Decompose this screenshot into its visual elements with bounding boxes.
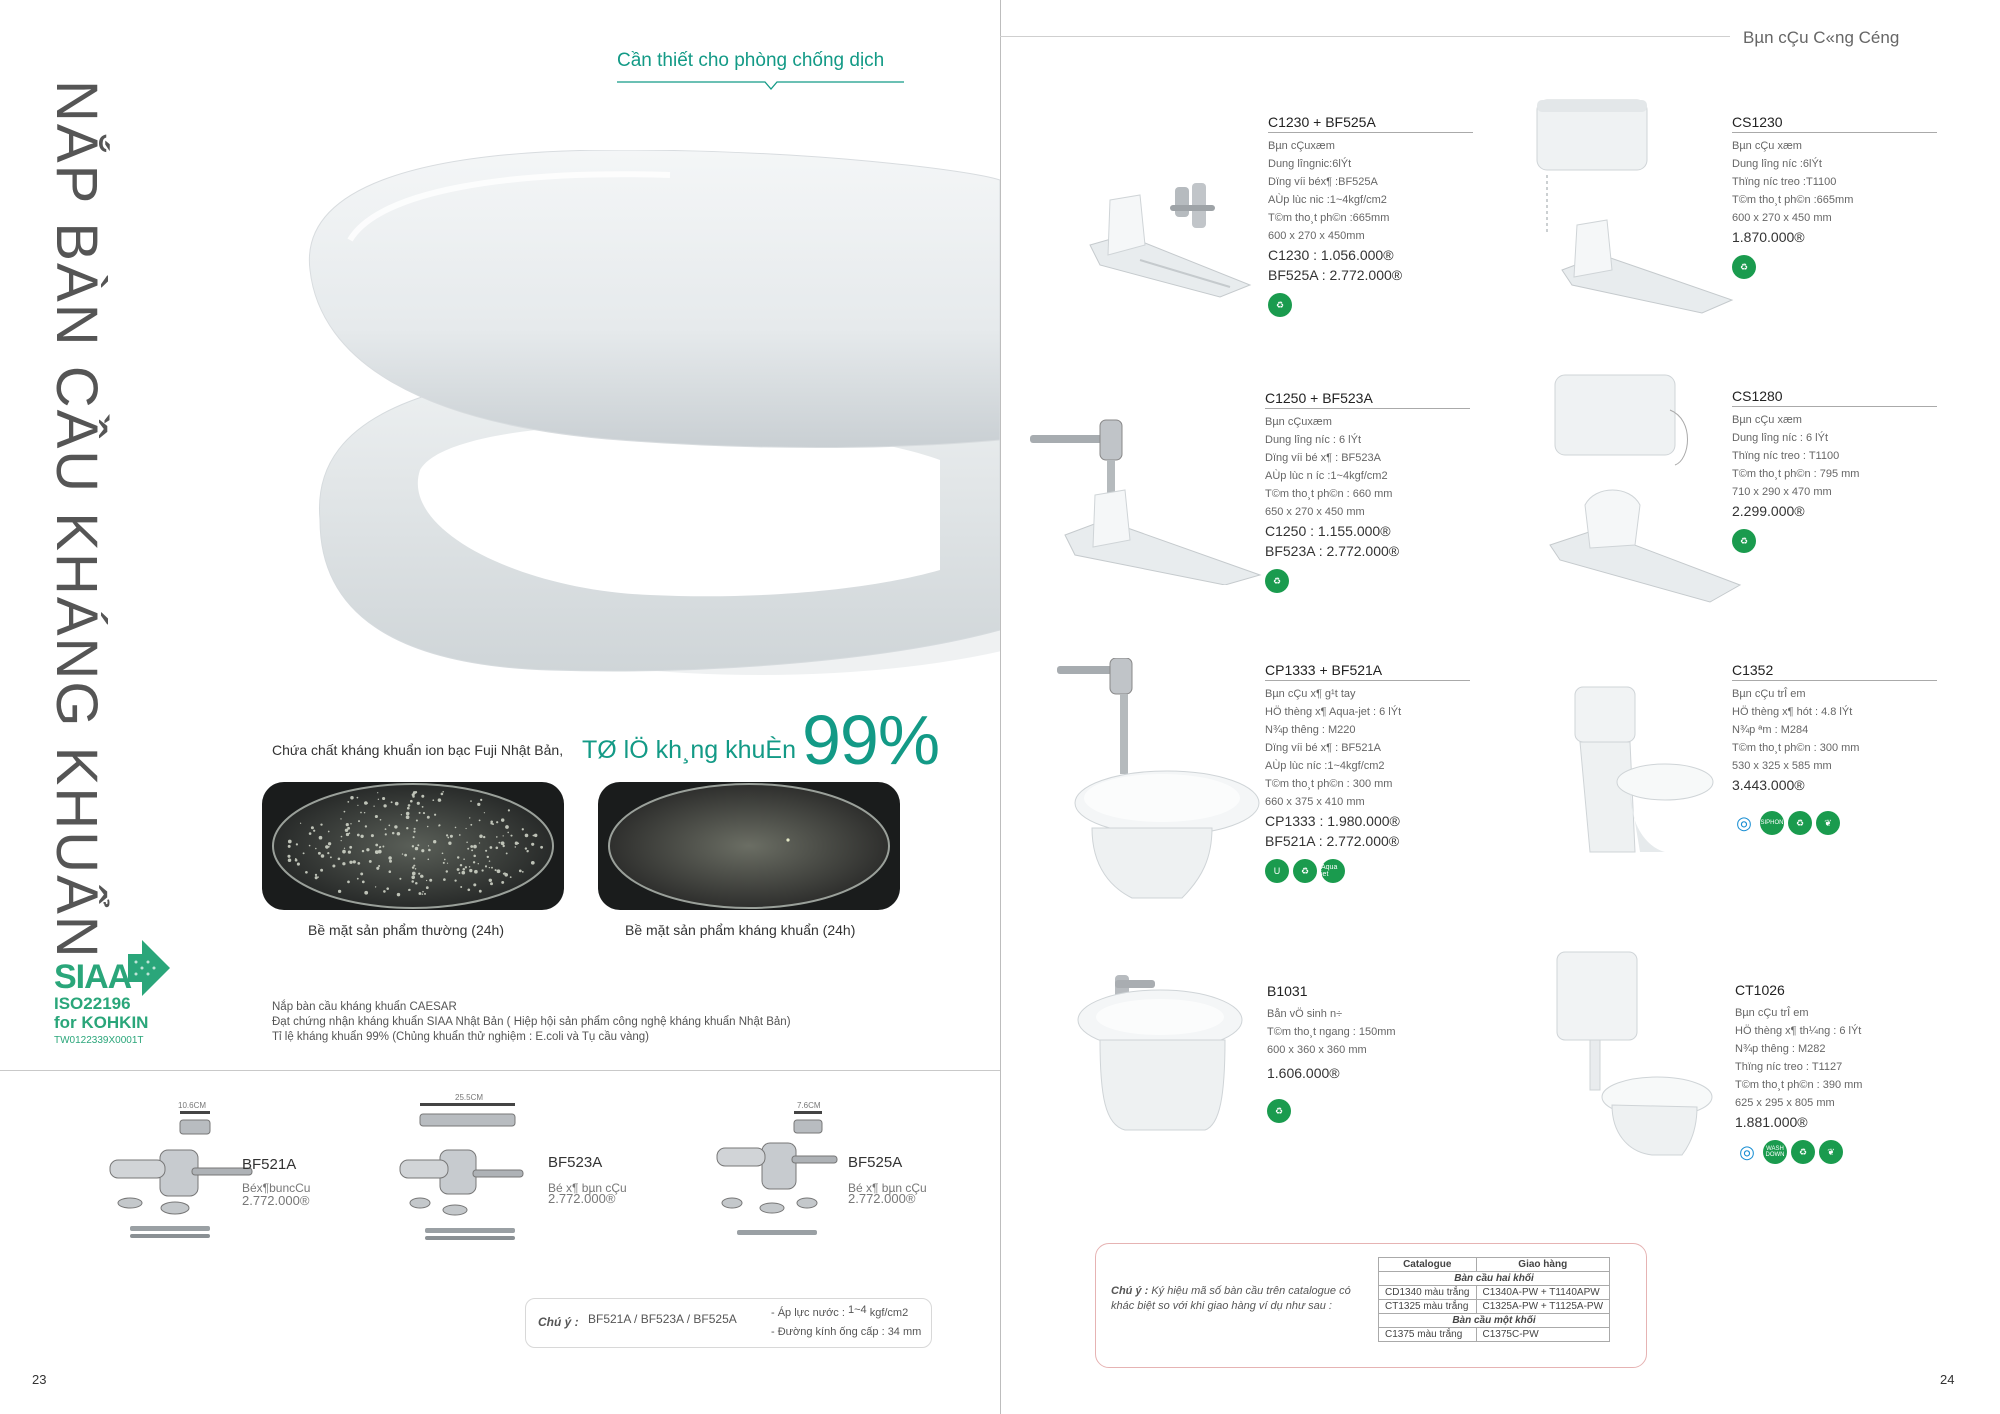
note-label: Chú ý : — [538, 1315, 579, 1329]
eco-icon: ♻ — [1791, 1140, 1815, 1164]
spec-line: Thïng níc treo : T1100 — [1732, 450, 1840, 462]
product-code: C1250 + BF523A — [1265, 390, 1470, 409]
cert-line: Tỉ lệ kháng khuẩn 99% (Chủng khuẩn thử nghiệm : E.coli và Tụ cầu vàng) — [272, 1031, 649, 1043]
table-cell: C1375 màu trắng — [1379, 1328, 1477, 1342]
spec-line: AÙp lùc níc :1~4kgf/cm2 — [1265, 760, 1385, 772]
note-pressure-value: 1~4 — [847, 1304, 867, 1316]
valve-price: 2.772.000® — [848, 1191, 916, 1206]
spec-line: T©m tho¸t ph©n : 300 mm — [1732, 742, 1860, 754]
valve-note-box — [525, 1298, 932, 1348]
spec-line: Thïng níc treo :T1100 — [1732, 176, 1837, 188]
product-c1230 — [1268, 114, 1473, 317]
spec-line: T©m tho¸t ph©n :665mm — [1268, 212, 1390, 224]
toilet-ct1026-image — [1552, 947, 1717, 1157]
valve-desc: Béx¶buncCu — [242, 1181, 311, 1195]
product-code: CS1280 — [1732, 388, 1937, 407]
valve-code: BF521A — [242, 1156, 297, 1173]
vertical-title-text: NẮP BÀN CẦU KHÁNG KHUẨN — [44, 80, 109, 960]
squat-toilet-c1250-image — [1025, 415, 1265, 585]
siaa-for: for KOHKIN — [54, 1013, 149, 1032]
table-row — [1379, 1286, 1610, 1300]
catalogue-table — [1378, 1257, 1610, 1342]
spec-line: HÖ thèng x¶ hót : 4.8 lÝt — [1732, 706, 1853, 718]
spec-line: 530 x 325 x 585 mm — [1732, 760, 1832, 772]
spec-line: HÖ thèng x¶ th¼ng : 6 lÝt — [1735, 1025, 1862, 1037]
table-row — [1379, 1300, 1610, 1314]
price-line: 1.870.000® — [1732, 229, 1805, 245]
price-line: BF523A : 2.772.000® — [1265, 543, 1400, 559]
spec-line: Bµn cÇuxæm — [1265, 416, 1332, 428]
eco-icon: ♻ — [1788, 811, 1812, 835]
siaa-iso: ISO22196 — [54, 994, 131, 1013]
spec-line: T©m tho¸t ph©n : 795 mm — [1732, 468, 1860, 480]
product-b1031 — [1267, 983, 1472, 1123]
note-pressure-unit: kgf/cm2 — [869, 1307, 909, 1319]
toilet-cp1333-image — [1052, 658, 1272, 913]
spec-line: Bµn cÇuxæm — [1268, 140, 1335, 152]
spec-line: Bµn cÇu xæm — [1732, 140, 1802, 152]
price-line: C1250 : 1.155.000® — [1265, 523, 1391, 539]
eco-icon: ♻ — [1732, 255, 1756, 279]
spec-line: 600 x 270 x 450 mm — [1732, 212, 1832, 224]
spec-line: Bµn cÇu xæm — [1732, 414, 1802, 426]
valve-dimension: 10.6CM — [178, 1101, 207, 1110]
note-models: BF521A / BF523A / BF525A — [588, 1312, 737, 1326]
spec-line: 710 x 290 x 470 mm — [1732, 486, 1832, 498]
spec-line: AÙp lùc nic :1~4kgf/cm2 — [1268, 194, 1387, 206]
price-line: BF525A : 2.772.000® — [1268, 267, 1403, 283]
silver-ion-text: Chứa chất kháng khuẩn ion bạc Fuji Nhật Bản, — [272, 742, 564, 758]
spec-line: 600 x 270 x 450mm — [1268, 230, 1365, 242]
page-number: 23 — [32, 1372, 47, 1387]
valve-desc: Bé x¶ bµn cÇu — [848, 1181, 927, 1195]
washer-icon: ◎ — [1739, 1141, 1755, 1162]
spec-line: T©m tho¸t ph©n :665mm — [1732, 194, 1854, 206]
certification-text — [272, 1000, 791, 1045]
spec-line: Bµn cÇu trÎ em — [1732, 688, 1806, 700]
note-pressure — [771, 1304, 909, 1319]
spec-line: Dung lîng níc :6lÝt — [1732, 158, 1822, 170]
spec-line: 600 x 360 x 360 mm — [1267, 1044, 1367, 1056]
spec-line: Bµn cÇu trÎ em — [1735, 1007, 1809, 1019]
table-row — [1379, 1328, 1610, 1342]
table-cell: C1340A-PW + T1140APW — [1476, 1286, 1610, 1300]
spec-line: T©m tho¸t ph©n : 300 mm — [1265, 778, 1393, 790]
note-label: Chú ý : — [1111, 1285, 1149, 1297]
product-code: B1031 — [1267, 983, 1308, 999]
header-line — [1000, 36, 1730, 37]
product-ct1026 — [1735, 982, 1940, 1164]
eco-icon: ♻ — [1293, 859, 1317, 883]
spec-line: N¾p thêng : M282 — [1735, 1043, 1826, 1055]
u-trap-icon: U — [1265, 859, 1289, 883]
petri-dish-antibacterial — [598, 782, 900, 910]
wash-down-icon: WASH DOWN — [1763, 1140, 1787, 1164]
valve-code: BF523A — [548, 1154, 603, 1171]
cert-line: Nắp bàn cầu kháng khuẩn CAESAR — [272, 1001, 457, 1013]
washer-icon: ◎ — [1736, 812, 1752, 833]
product-cp1333 — [1265, 662, 1470, 883]
squat-toilet-cs1280-image — [1540, 370, 1750, 605]
siaa-text: SIAA — [54, 958, 132, 996]
catalogue-note-text — [1111, 1284, 1356, 1314]
price-line: 3.443.000® — [1732, 777, 1805, 793]
spec-line: T©m tho¸t ph©n : 390 mm — [1735, 1079, 1863, 1091]
product-cs1230 — [1732, 114, 1937, 279]
product-c1250 — [1265, 390, 1470, 593]
valve-dimension: 25.5CM — [455, 1093, 484, 1102]
spec-line: 650 x 270 x 450 mm — [1265, 506, 1365, 518]
product-code: C1230 + BF525A — [1268, 114, 1473, 133]
petri-dish-normal — [262, 782, 564, 910]
spec-line: T©m tho¸t ph©n : 660 mm — [1265, 488, 1393, 500]
eco-icon: ♻ — [1268, 293, 1292, 317]
siaa-logo — [52, 940, 182, 1050]
table-cell: CD1340 màu trắng — [1379, 1286, 1477, 1300]
spec-line: Dïng víi béx¶ :BF525A — [1268, 176, 1378, 188]
product-code: CT1026 — [1735, 982, 1785, 998]
valve-bf523a-image — [395, 1100, 535, 1250]
spec-line: Dïng víi bé x¶ : BF523A — [1265, 452, 1381, 464]
spec-line: T©m tho¸t ngang : 150mm — [1267, 1026, 1396, 1038]
product-c1352 — [1732, 662, 1937, 835]
price-line: 1.881.000® — [1735, 1114, 1808, 1130]
spec-line: 625 x 295 x 805 mm — [1735, 1097, 1835, 1109]
spec-line: Dïng víi bé x¶ : BF521A — [1265, 742, 1381, 754]
spec-line: Dung lîng níc : 6 lÝt — [1265, 434, 1361, 446]
vertical-title — [44, 80, 122, 960]
bidet-b1031-image — [1075, 975, 1245, 1135]
cert-line: Đạt chứng nhận kháng khuẩn SIAA Nhật Bản ( Hiệp hội sản phẩm công nghệ kháng khuẩn Nhật Bản) — [272, 1016, 791, 1028]
pandemic-caption: Cần thiết cho phòng chống dịch — [617, 50, 885, 71]
table-group: Bàn cầu một khối — [1379, 1314, 1610, 1328]
spec-line: N¾p thêng : M220 — [1265, 724, 1356, 736]
eco-icon: ♻ — [1732, 529, 1756, 553]
valve-price: 2.772.000® — [242, 1193, 310, 1208]
note-pipe: - Đường kính ống cấp : 34 mm — [771, 1326, 922, 1338]
spec-line: Dung lîngnic:6lÝt — [1268, 158, 1352, 170]
table-cell: C1375C-PW — [1476, 1328, 1610, 1342]
table-group: Bàn cầu hai khối — [1379, 1272, 1610, 1286]
spec-line: HÖ thèng x¶ Aqua-jet : 6 lÝt — [1265, 706, 1402, 718]
spec-line: Bån vÖ sinh n÷ — [1267, 1008, 1343, 1020]
section-divider — [0, 1070, 1000, 1071]
caption-underline — [617, 80, 904, 90]
note-pressure-label: - Áp lực nước : — [771, 1307, 845, 1319]
table-cell: C1325A-PW + T1125A-PW — [1476, 1300, 1610, 1314]
price-line: C1230 : 1.056.000® — [1268, 247, 1394, 263]
squat-toilet-cs1230-image — [1532, 85, 1742, 315]
valve-bf525a-image — [712, 1108, 852, 1258]
valve-code: BF525A — [848, 1154, 903, 1171]
section-header: Bµn cÇu C«ng Céng — [1743, 28, 1900, 47]
squat-toilet-c1230-image — [1080, 175, 1255, 300]
product-cs1280 — [1732, 388, 1937, 553]
spec-line: Dung lîng níc : 6 lÝt — [1732, 432, 1828, 444]
spec-line: AÙp lùc n íc :1~4kgf/cm2 — [1265, 470, 1388, 482]
price-line: CP1333 : 1.980.000® — [1265, 813, 1400, 829]
price-line: 2.299.000® — [1732, 503, 1805, 519]
note-body: Ký hiệu mã số bàn cầu trên catalogue có khác biệt so với khi giao hàng ví dụ như sau : — [1111, 1285, 1351, 1312]
antibacterial-tagline: TØ lÖ kh¸ng khuÈn — [582, 736, 796, 764]
dish-caption-normal: Bề mặt sản phẩm thường (24h) — [308, 922, 504, 938]
siphon-icon: SIPHON — [1760, 811, 1784, 835]
valve-price: 2.772.000® — [548, 1191, 616, 1206]
toilet-seat-image — [290, 150, 1000, 680]
price-line: BF521A : 2.772.000® — [1265, 833, 1400, 849]
product-code: CS1230 — [1732, 114, 1937, 133]
valve-desc: Bé x¶ bµn cÇu — [548, 1181, 627, 1195]
siaa-code: TW0122339X0001T — [54, 1035, 144, 1046]
price-line: 1.606.000® — [1267, 1065, 1340, 1081]
table-cell: CT1325 màu trắng — [1379, 1300, 1477, 1314]
table-header: Catalogue — [1379, 1258, 1477, 1272]
aqua-jet-icon: Aqua jet — [1321, 859, 1345, 883]
valve-dimension: 7.6CM — [797, 1101, 821, 1110]
antibacterial-percent: 99% — [802, 701, 940, 779]
spec-line: N¾p ªm : M284 — [1732, 724, 1809, 736]
toilet-c1352-image — [1570, 682, 1715, 857]
product-code: C1352 — [1732, 662, 1937, 681]
leaf-icon: ❦ — [1819, 1140, 1843, 1164]
spec-line: 660 x 375 x 410 mm — [1265, 796, 1365, 808]
dish-caption-antibacterial: Bề mặt sản phẩm kháng khuẩn (24h) — [625, 922, 856, 938]
leaf-icon: ❦ — [1816, 811, 1840, 835]
spec-line: Thïng níc treo : T1127 — [1735, 1061, 1843, 1073]
table-header: Giao hàng — [1476, 1258, 1610, 1272]
eco-icon: ♻ — [1267, 1099, 1291, 1123]
page-number: 24 — [1940, 1372, 1955, 1387]
product-code: CP1333 + BF521A — [1265, 662, 1470, 681]
eco-icon: ♻ — [1265, 569, 1289, 593]
spec-line: Bµn cÇu x¶ g¹t tay — [1265, 688, 1356, 700]
